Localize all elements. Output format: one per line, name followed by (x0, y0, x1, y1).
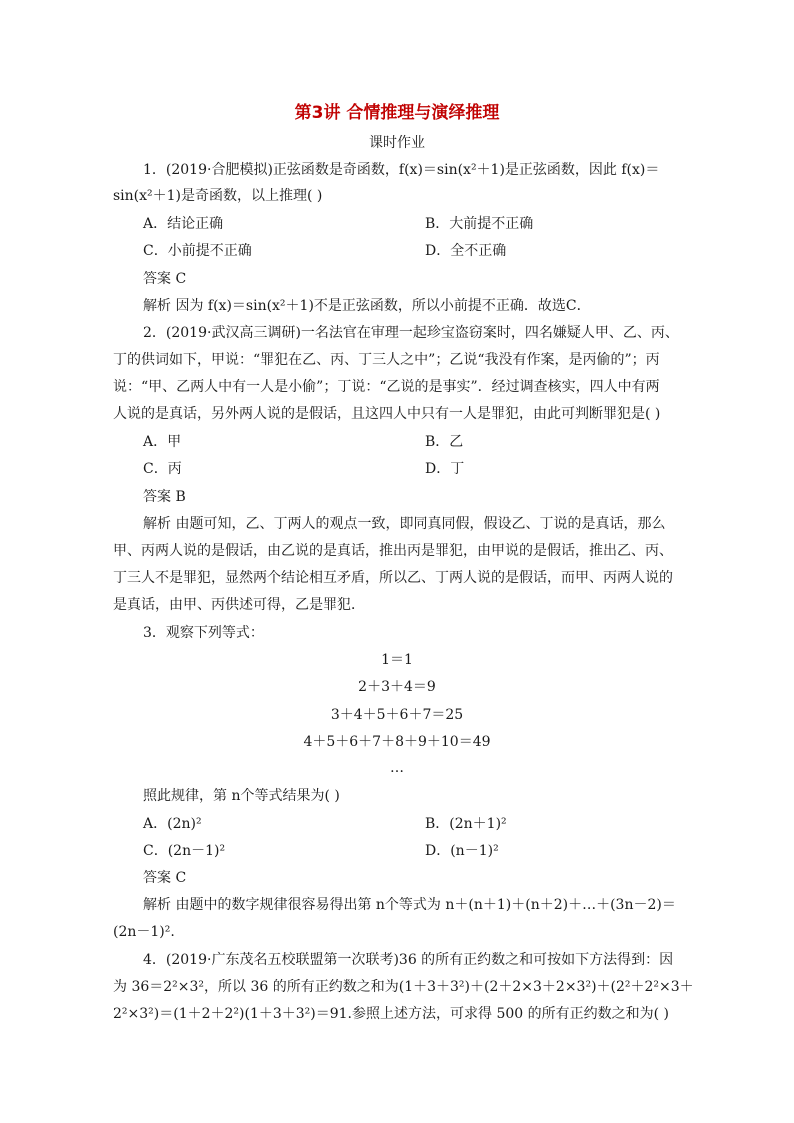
q2-stem-line-3: 说：“甲、乙两人中有一人是小偷”；丁说：“乙说的是事实”．经过调查核实，四人中有两 (113, 379, 660, 395)
q3-equation-4: 4＋5＋6＋7＋8＋9＋10＝49 (303, 734, 491, 750)
q3-equation-3: 3＋4＋5＋6＋7＝25 (330, 707, 464, 723)
q1-analysis: 解析 因为 f(x)＝sin(x²＋1)不是正弦函数，所以小前提不正确．故选C． (143, 298, 591, 314)
q1-stem-line-1: 1．(2019·合肥模拟)正弦函数是奇函数，f(x)＝sin(x²＋1)是正弦函数，因此 f(x)＝ (143, 162, 660, 178)
q2-analysis-line-4: 是真话，由甲、丙供述可得，乙是罪犯． (113, 597, 365, 613)
q1-option-a: A．结论正确 (143, 216, 224, 232)
q2-analysis-line-2: 甲、丙两人说的是假话，由乙说的是真话，推出丙是罪犯，由甲说的是假话，推出乙、丙、 (113, 543, 673, 559)
q4-stem-line-1: 4．(2019·广东茂名五校联盟第一次联考)36 的所有正约数之和可按如下方法得到：因 (143, 952, 674, 968)
page-subtitle: 课时作业 (369, 135, 425, 151)
q1-option-b: B．大前提不正确 (425, 216, 534, 232)
q3-equation-1: 1＝1 (381, 652, 413, 668)
q3-equation-2: 2＋3＋4＝9 (358, 679, 436, 695)
q3-analysis-line-2: (2n－1)². (113, 924, 175, 940)
q4-stem-line-2: 为 36＝2²×3²，所以 36 的所有正约数之和为(1＋3＋3²)＋(2＋2×3＋2×3²)＋(2²＋2²×3＋ (113, 979, 694, 995)
q3-option-a: A．(2n)² (143, 816, 202, 832)
q3-option-c: C．(2n－1)² (143, 843, 226, 859)
q2-option-c: C．丙 (143, 461, 182, 477)
q1-stem-line-2: sin(x²＋1)是奇函数，以上推理( ) (113, 188, 323, 204)
q2-answer: 答案 B (143, 489, 186, 505)
q3-option-d: D．(n－1)² (425, 843, 499, 859)
q3-ellipsis: … (390, 760, 404, 776)
q3-stem-line-1: 3．观察下列等式： (143, 625, 264, 641)
q3-analysis-line-1: 解析 由题中的数字规律很容易得出第 n个等式为 n＋(n＋1)＋(n＋2)＋…＋(3n－2)＝ (143, 897, 676, 913)
q2-stem-line-1: 2．(2019·武汉高三调研)一名法官在审理一起珍宝盗窃案时，四名嫌疑人甲、乙、丙、 (143, 325, 679, 341)
page-title: 第3讲 合情推理与演绎推理 (294, 103, 500, 123)
q1-answer: 答案 C (143, 271, 187, 287)
q3-stem-line-2: 照此规律，第 n个等式结果为( ) (143, 788, 340, 804)
q3-answer: 答案 C (143, 870, 187, 886)
q1-option-d: D．全不正确 (425, 243, 507, 259)
q2-stem-line-2: 丁的供词如下，甲说：“罪犯在乙、丙、丁三人之中”；乙说“我没有作案，是丙偷的”；丙 (113, 352, 660, 368)
q2-analysis-line-1: 解析 由题可知，乙、丁两人的观点一致，即同真同假，假设乙、丁说的是真话，那么 (143, 516, 666, 532)
q3-option-b: B．(2n＋1)² (425, 816, 507, 832)
q2-stem-line-4: 人说的是真话，另外两人说的是假话，且这四人中只有一人是罪犯，由此可判断罪犯是( ) (113, 406, 661, 422)
q2-option-d: D．丁 (425, 461, 465, 477)
q4-stem-line-3: 2²×3²)＝(1＋2＋2²)(1＋3＋3²)＝91.参照上述方法，可求得 500 的所有正约数之和为( ) (113, 1006, 670, 1022)
q2-option-b: B．乙 (425, 434, 464, 450)
q2-option-a: A．甲 (143, 434, 182, 450)
q2-analysis-line-3: 丁三人不是罪犯，显然两个结论相互矛盾，所以乙、丁两人说的是假话，而甲、丙两人说的 (113, 570, 673, 586)
q1-option-c: C．小前提不正确 (143, 243, 252, 259)
